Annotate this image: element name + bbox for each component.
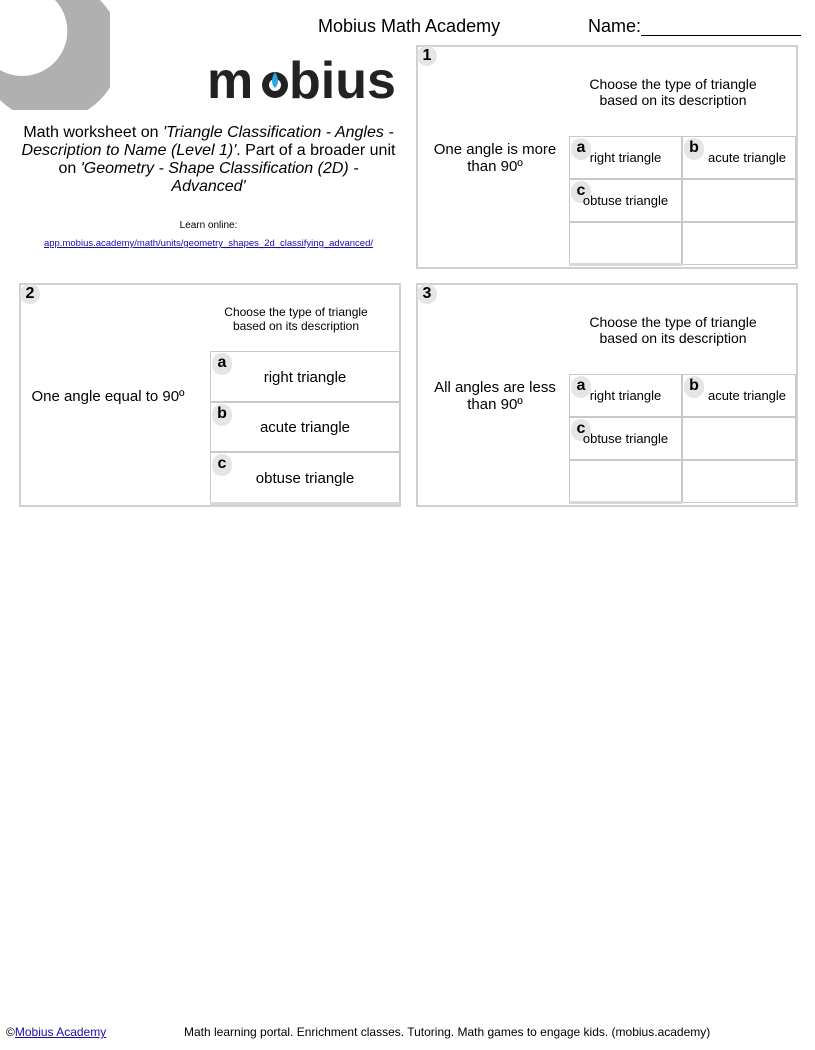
option-text: acute triangle	[707, 388, 787, 403]
option-text: obtuse triangle	[255, 470, 355, 487]
option-text: obtuse triangle	[582, 193, 669, 208]
empty-cell	[682, 417, 796, 460]
question-number: 1	[417, 46, 437, 66]
empty-cell	[682, 179, 796, 222]
option-letter: c	[571, 419, 591, 441]
mobius-logo-graphic	[207, 58, 399, 104]
option-text: right triangle	[263, 369, 347, 386]
intro-topic: 'Triangle Classification - Angles - Description to Name (Level 1)'	[21, 124, 394, 159]
intro-prefix: Math worksheet on	[23, 124, 163, 141]
learn-online-label: Learn online:	[179, 220, 238, 231]
logo-wordmark: m	[207, 58, 254, 104]
option-b[interactable]	[682, 374, 796, 417]
option-letter: c	[212, 454, 232, 476]
grid-shadow	[569, 501, 682, 504]
question-description: All angles are less than 90º	[434, 379, 556, 413]
option-b[interactable]	[682, 136, 796, 179]
academy-title: Mobius Math Academy	[318, 16, 501, 36]
question-card-3	[416, 283, 798, 507]
option-text: right triangle	[589, 388, 662, 403]
option-letter: b	[212, 404, 232, 426]
option-a[interactable]	[569, 136, 682, 179]
mobius-logo	[207, 58, 399, 109]
grid-shadow	[210, 502, 400, 505]
corner-arc-decoration	[0, 0, 110, 110]
option-b[interactable]	[210, 402, 400, 452]
question-prompt: Choose the type of triangle based on its description	[589, 76, 757, 108]
copyright-symbol: ©	[6, 1025, 15, 1039]
svg-text:bius: bius	[289, 58, 396, 104]
footer-academy-link[interactable]: Mobius Academy	[14, 1025, 107, 1039]
grid-shadow	[569, 263, 682, 266]
question-description: One angle is more than 90º	[433, 141, 557, 175]
option-text: right triangle	[589, 150, 662, 165]
empty-cell	[569, 460, 682, 503]
footer-copyright	[6, 1025, 106, 1039]
question-card-1	[416, 45, 798, 269]
worksheet-intro	[20, 124, 397, 196]
option-a[interactable]	[210, 351, 400, 402]
option-letter: a	[571, 376, 591, 398]
option-c[interactable]	[569, 179, 682, 222]
option-a[interactable]	[569, 374, 682, 417]
name-field[interactable]	[641, 35, 801, 36]
question-prompt: Choose the type of triangle based on its description	[224, 305, 368, 333]
question-description: One angle equal to 90º	[31, 388, 185, 405]
question-number: 2	[20, 284, 40, 304]
option-letter: a	[212, 353, 232, 375]
option-text: acute triangle	[259, 419, 351, 436]
name-label: Name:	[588, 16, 642, 36]
question-number: 3	[417, 284, 437, 304]
option-c[interactable]	[210, 452, 400, 503]
question-prompt: Choose the type of triangle based on its description	[589, 314, 757, 346]
option-letter: b	[684, 376, 704, 398]
empty-cell	[569, 222, 682, 265]
option-text: acute triangle	[707, 150, 787, 165]
intro-unit: 'Geometry - Shape Classification (2D) - Advanced'	[80, 160, 359, 195]
learn-online-link[interactable]: app.mobius.academy/math/units/geometry_shapes_2d_classifying_advanced/	[43, 238, 373, 249]
intro-middle: . Part of a broader unit on	[58, 142, 396, 177]
option-text: obtuse triangle	[582, 431, 669, 446]
empty-cell	[682, 222, 796, 265]
empty-cell	[682, 460, 796, 503]
option-c[interactable]	[569, 417, 682, 460]
footer-tagline: Math learning portal. Enrichment classes. Tutoring. Math games to engage kids. (mobius.academy)	[184, 1025, 711, 1039]
option-letter: c	[571, 181, 591, 203]
option-letter: a	[571, 138, 591, 160]
option-letter: b	[684, 138, 704, 160]
question-card-2	[19, 283, 401, 507]
